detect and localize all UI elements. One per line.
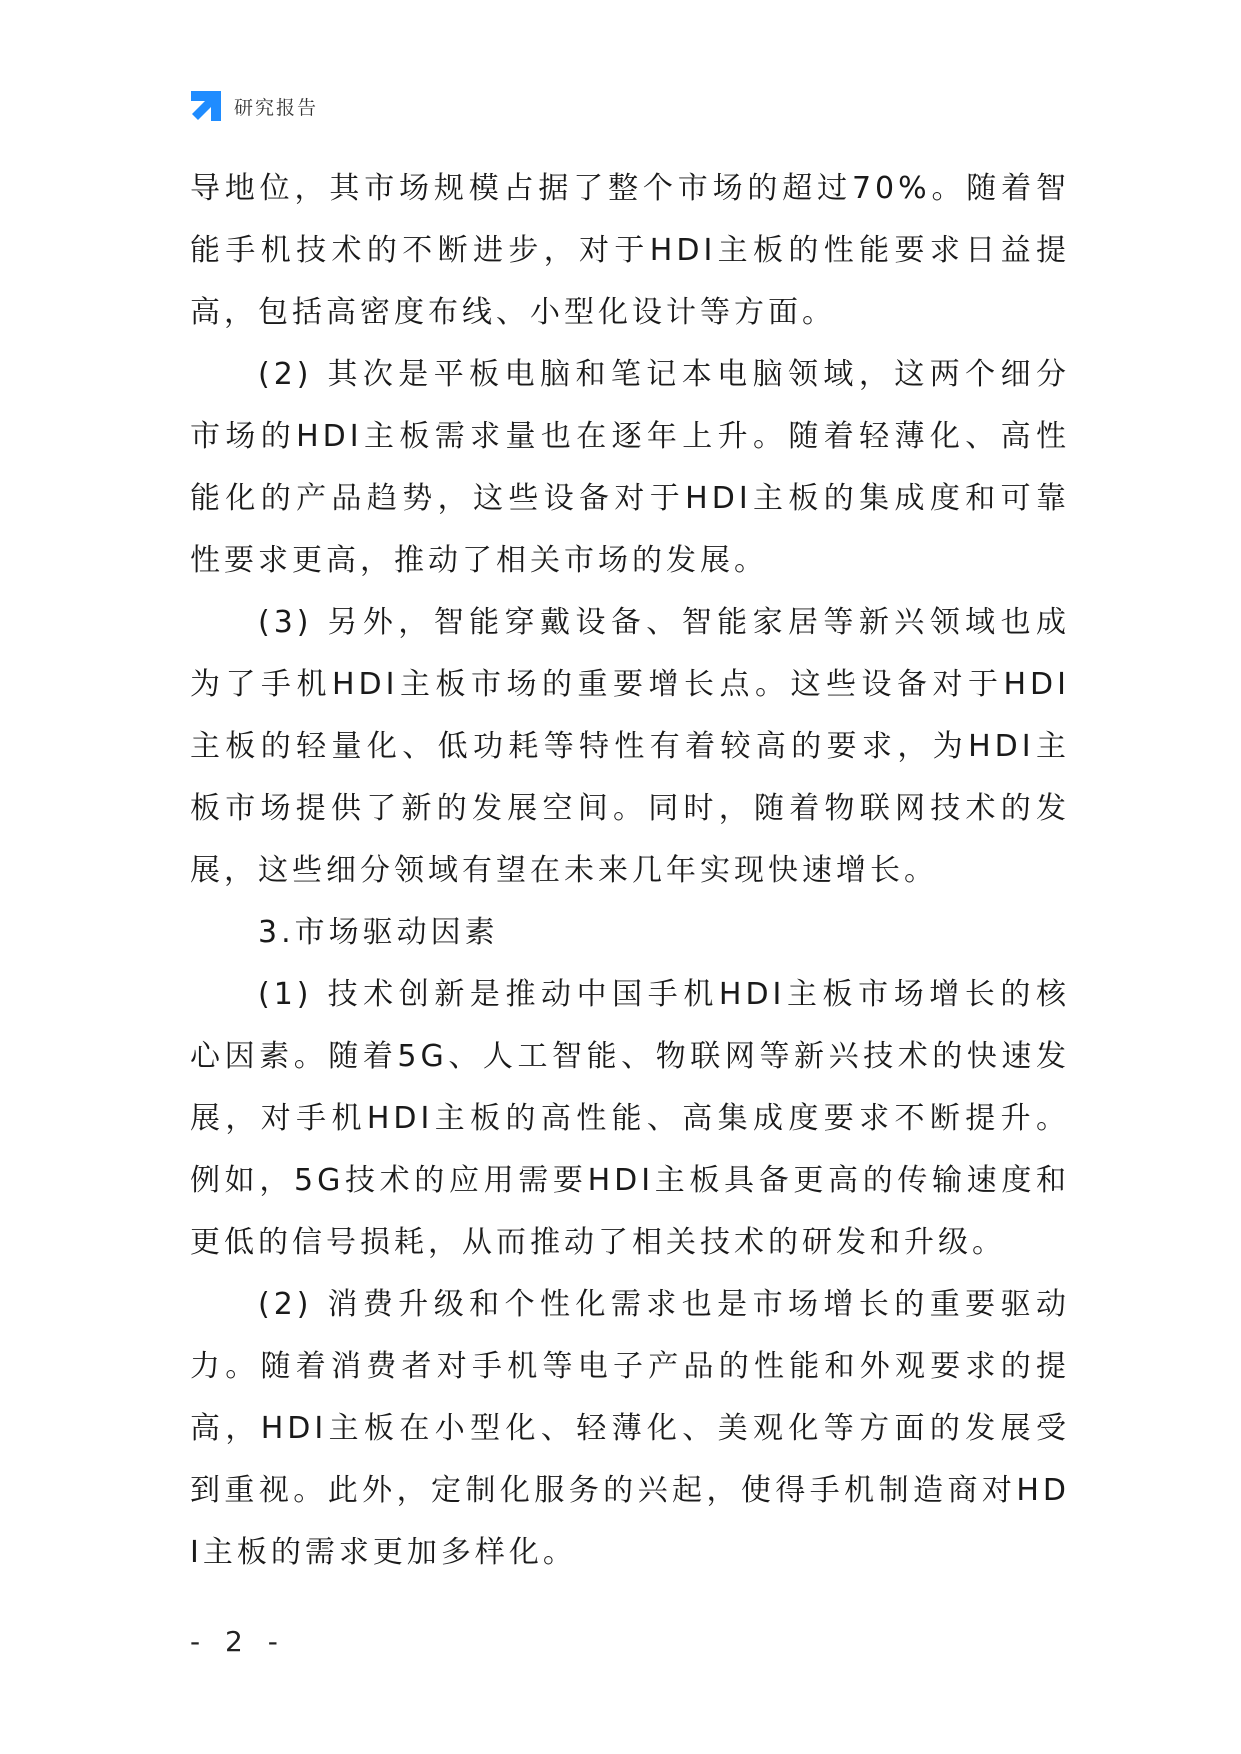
report-header — [190, 88, 318, 124]
document-body — [190, 158, 1070, 1584]
section-heading-drivers: 3.市场驱动因素 — [258, 915, 499, 950]
paragraph-tablet-laptop: (2) 其次是平板电脑和笔记本电脑领域，这两个细分市场的HDI主板需求量也在逐年上升。随着轻薄化、高性能化的产品趋势，这些设备对于HDI主板的集成度和可靠性要求更高，推动了相关市场的发展。 — [190, 357, 1070, 578]
page-number: - 2 - — [190, 1625, 286, 1658]
paragraph-continuation: 导地位，其市场规模占据了整个市场的超过70%。随着智能手机技术的不断进步，对于HDI主板的性能要求日益提高，包括高密度布线、小型化设计等方面。 — [190, 171, 1070, 330]
paragraph-consumption-upgrade: (2) 消费升级和个性化需求也是市场增长的重要驱动力。随着消费者对手机等电子产品的性能和外观要求的提高，HDI主板在小型化、轻薄化、美观化等方面的发展受到重视。此外，定制化服务的兴起，使得手机制造商对HDI主板的需求更加多样化。 — [190, 1287, 1070, 1570]
paragraph-tech-innovation: (1) 技术创新是推动中国手机HDI主板市场增长的核心因素。随着5G、人工智能、物联网等新兴技术的快速发展，对手机HDI主板的高性能、高集成度要求不断提升。例如，5G技术的应用需要HDI主板具备更高的传输速度和更低的信号损耗，从而推动了相关技术的研发和升级。 — [190, 977, 1070, 1260]
paragraph-emerging-fields: (3) 另外，智能穿戴设备、智能家居等新兴领域也成为了手机HDI主板市场的重要增长点。这些设备对于HDI主板的轻量化、低功耗等特性有着较高的要求，为HDI主板市场提供了新的发展空间。同时，随着物联网技术的发展，这些细分领域有望在未来几年实现快速增长。 — [190, 605, 1070, 888]
header-title: 研究报告 — [234, 96, 319, 119]
report-logo-icon — [190, 90, 222, 122]
